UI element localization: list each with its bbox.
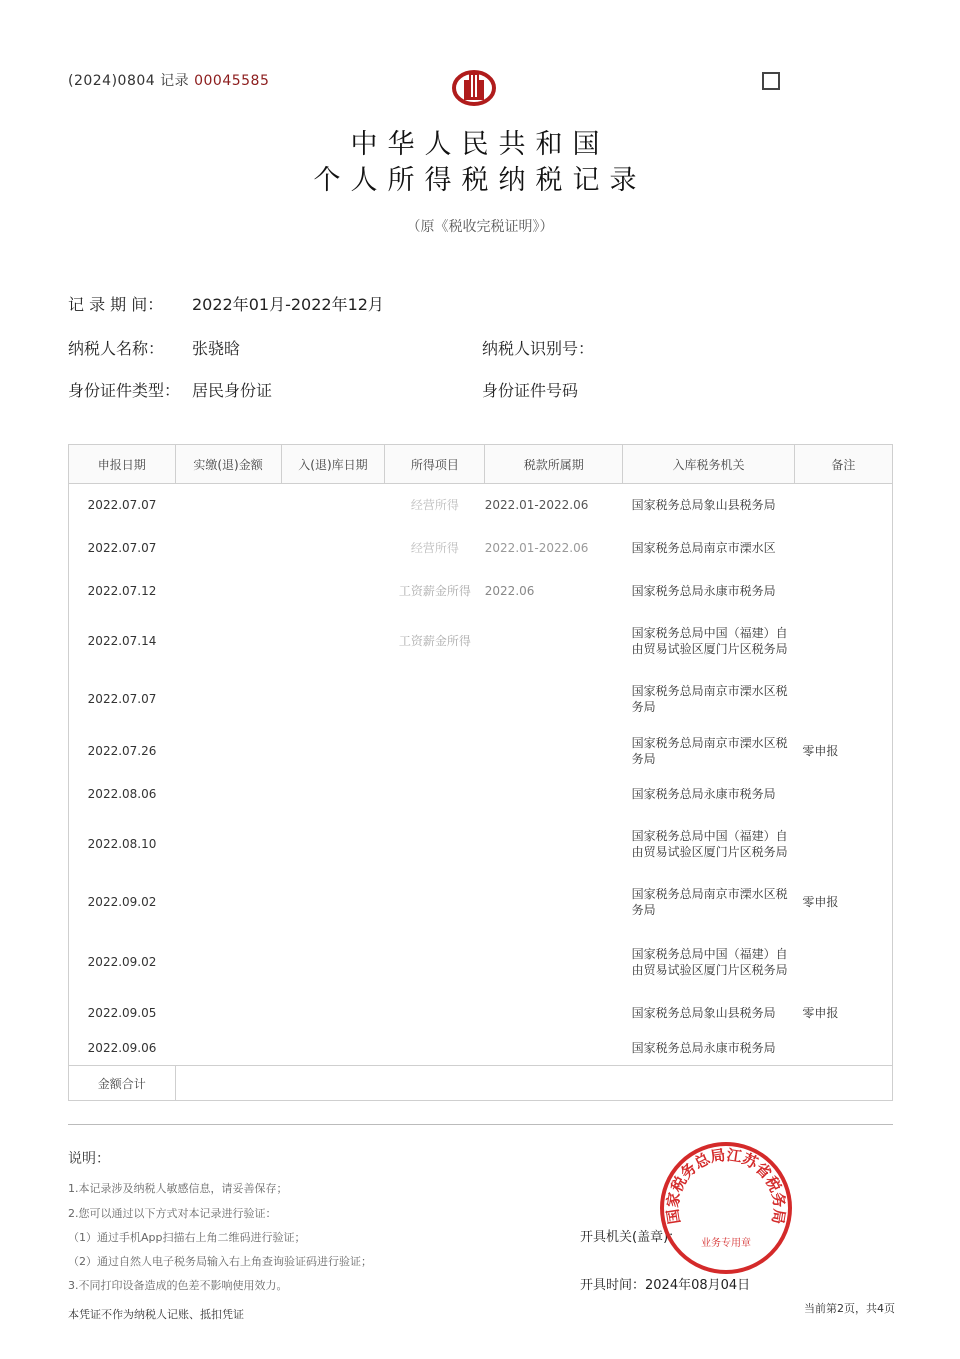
cell-office: 国家税务总局南京市溧水区 [631,540,776,555]
cell-period [485,670,623,728]
official-seal [656,1138,796,1278]
cell-office: 国家税务总局中国（福建）自由贸易试验区厦门片区税务局 [631,625,788,656]
title-country: 中华人民共和国 [350,129,610,160]
record-serial [68,70,269,90]
cell-item [385,670,485,728]
table-row [69,570,893,612]
cell-note [794,1032,892,1066]
issue-time-value: 2024年08月04日 [645,1278,751,1293]
cell-item [385,874,485,930]
qr-code-icon [762,72,780,90]
col-header: 税款所属期 [485,445,623,484]
cell-date: 2022.09.05 [69,994,176,1032]
svg-text:国家税务总局江苏省税务局 [664,1146,789,1226]
cell-note: 零申报 [794,728,892,774]
id-number-label: 身份证件号码 [482,381,579,400]
cell-note: 零申报 [794,994,892,1032]
cell-office: 国家税务总局象山县税务局 [631,497,776,512]
cell-office: 国家税务总局中国（福建）自由贸易试验区厦门片区税务局 [631,828,788,859]
title-document: 个人所得税纳税记录 [313,165,647,196]
cell-office: 国家税务总局永康市税务局 [631,1041,776,1056]
cell-period [485,728,623,774]
table-row [69,670,893,728]
cell-date: 2022.07.07 [69,526,176,570]
cell-office: 国家税务总局南京市溧水区税务局 [631,735,788,766]
cell-office: 国家税务总局象山县税务局 [631,1005,776,1020]
issuer-label: 开具机关(盖章)： [580,1230,682,1245]
cell-period [485,612,623,670]
cell-date: 2022.07.26 [69,728,176,774]
cell-date: 2022.08.06 [69,774,176,814]
cell-office: 国家税务总局中国（福建）自由贸易试验区厦门片区税务局 [631,946,788,977]
cell-note [794,612,892,670]
serial-number: 00045585 [194,73,270,89]
cell-item: 工资薪金所得 [398,584,471,598]
taxpayer-id-label: 纳税人识别号： [482,339,595,358]
cell-note [794,526,892,570]
table-row [69,612,893,670]
table-row [69,728,893,774]
tax-record-table [68,444,893,1101]
col-header: 备注 [794,445,892,484]
cell-period [485,994,623,1032]
cell-item [385,1032,485,1066]
cell-item [385,728,485,774]
cell-note [794,774,892,814]
id-type-label: 身份证件类型： [68,381,181,400]
divider [68,1124,893,1125]
cell-period [485,1032,623,1066]
issue-time-label: 开具时间： [580,1278,646,1293]
cell-office: 国家税务总局南京市溧水区税务局 [631,683,788,714]
table-row [69,484,893,526]
total-row [69,1066,893,1101]
cell-item: 经营所得 [410,541,459,555]
cell-note [794,670,892,728]
note-line: 3.不同打印设备造成的色差不影响使用效力。 [68,1279,288,1292]
cell-date: 2022.07.07 [69,484,176,526]
tax-emblem-icon [452,66,496,106]
page-indicator: 当前第2页，共4页 [804,1302,895,1315]
note-line: （2）通过自然人电子税务局输入右上角查询验证码进行验证； [68,1255,372,1268]
cell-note [794,570,892,612]
cell-office: 国家税务总局永康市税务局 [631,786,776,801]
cell-period [485,874,623,930]
col-header: 所得项目 [385,445,485,484]
cell-date: 2022.07.14 [69,612,176,670]
period-value: 2022年01月-2022年12月 [192,295,384,314]
total-value [175,1066,892,1101]
cell-item [385,994,485,1032]
cell-item: 工资薪金所得 [398,634,471,648]
table-row [69,874,893,930]
table-row [69,526,893,570]
cell-period [485,930,623,994]
note-line: （1）通过手机App扫描右上角二维码进行验证； [68,1231,306,1244]
taxpayer-name-value: 张骁晗 [192,339,241,358]
table-row [69,1032,893,1066]
col-header: 实缴(退)金额 [175,445,281,484]
cell-item [385,814,485,874]
cell-item: 经营所得 [410,498,459,513]
cell-date: 2022.08.10 [69,814,176,874]
cell-item [385,774,485,814]
cell-item [385,930,485,994]
table-row [69,994,893,1032]
table-row [69,814,893,874]
cell-period [485,814,623,874]
subtitle: （原《税收完税证明》） [406,219,554,235]
cell-period: 2022.01-2022.06 [484,497,589,512]
note-line: 2.您可以通过以下方式对本记录进行验证： [68,1207,277,1220]
id-type-value: 居民身份证 [192,381,273,400]
cell-date: 2022.09.02 [69,874,176,930]
col-header: 申报日期 [69,445,176,484]
cell-period: 2022.06 [484,583,535,598]
note-line: 1.本记录涉及纳税人敏感信息，请妥善保存； [68,1182,288,1195]
cell-date: 2022.09.06 [69,1032,176,1066]
period-label: 记 录 期 间： [68,295,164,314]
seal-inner-text: 业务专用章 [701,1238,751,1249]
seal-text: 国家税务总局江苏省税务局 [663,1145,789,1226]
cell-note [794,814,892,874]
cell-date: 2022.07.12 [69,570,176,612]
cell-note [794,484,892,526]
col-header: 入(退)库日期 [281,445,385,484]
cell-date: 2022.09.02 [69,930,176,994]
table-row [69,774,893,814]
cell-office: 国家税务总局南京市溧水区税务局 [631,886,788,917]
col-header: 入库税务机关 [623,445,795,484]
notes-title: 说明： [68,1151,110,1167]
table-row [69,930,893,994]
taxpayer-name-label: 纳税人名称： [68,339,165,358]
table-header-row [69,445,893,484]
cell-date: 2022.07.07 [69,670,176,728]
cell-note [794,930,892,994]
total-label: 金额合计 [69,1066,176,1101]
serial-prefix: (2024)0804 记录 [68,73,190,89]
cell-period: 2022.01-2022.06 [484,540,589,555]
cell-office: 国家税务总局永康市税务局 [631,583,776,598]
disclaimer: 本凭证不作为纳税人记账、抵扣凭证 [68,1308,244,1321]
cell-period [485,774,623,814]
cell-note: 零申报 [794,874,892,930]
